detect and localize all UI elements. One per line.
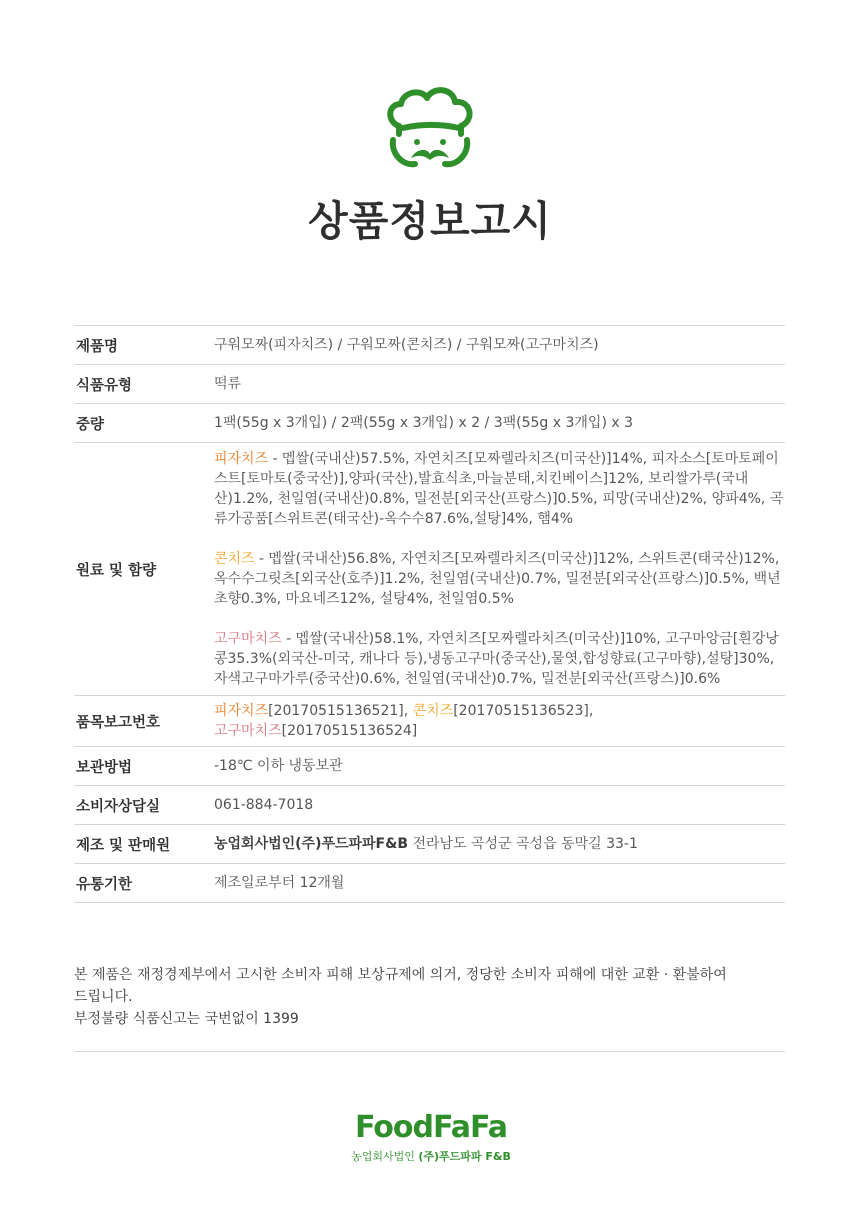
- report-pizza-name: 피자치즈: [214, 703, 269, 719]
- sweetpotato-cheese-text: - 멥쌀(국내산)58.1%, 자연치즈[모짜렐라치즈(미국산)]10%, 고구마앙금[흰강낭콩35.3%(외국산-미국, 캐나다 등),냉동고구마(중국산),물엿,합성향료(고구마향),설탕]30%, 자색고구마가루(중국산)0.6%, 천일염(국내산)0.7%, 밀전분[외국산(프랑스)]0.6%: [214, 631, 779, 687]
- value-ingredients: [214, 443, 785, 696]
- value-expiry: 제조일로부터 12개월: [214, 875, 345, 891]
- page-title: 상품정보고시: [308, 197, 552, 245]
- value-storage: -18℃ 이하 냉동보관: [214, 758, 343, 774]
- brand-logo: FoodFaFa: [355, 1110, 507, 1145]
- ingredients-pizza: [214, 449, 785, 529]
- row-report-number: [74, 696, 785, 747]
- row-food-type: [74, 365, 785, 404]
- report-corn-number: [20170515136523],: [453, 703, 594, 719]
- maker-address: 전라남도 곡성군 곡성읍 동막길 33-1: [408, 836, 638, 852]
- row-maker: [74, 825, 785, 864]
- consumer-notice: [74, 964, 785, 1030]
- divider: [74, 1051, 785, 1052]
- row-product-name: [74, 326, 785, 365]
- row-storage: [74, 747, 785, 786]
- row-expiry: [74, 864, 785, 903]
- notice-line-2: 드립니다.: [74, 989, 133, 1005]
- report-corn-name: 콘치즈: [412, 703, 454, 719]
- report-pizza-number: [20170515136521],: [268, 703, 409, 719]
- chef-hat-mustache-icon: [381, 84, 479, 170]
- report-sweetpotato-number: [20170515136524]: [281, 723, 418, 739]
- brand-subtitle: [349, 1148, 513, 1164]
- row-ingredients: [74, 443, 785, 696]
- label-ingredients: 원료 및 함량: [76, 562, 157, 579]
- notice-line-1: 본 제품은 재정경제부에서 고시한 소비자 피해 보상규제에 의거, 정당한 소비자 피해에 대한 교환 · 환불하여: [74, 967, 727, 983]
- maker-company: 농업회사법인(주)푸드파파F&B: [214, 836, 409, 852]
- sweetpotato-cheese-name: 고구마치즈: [214, 631, 282, 647]
- report-sweetpotato-name: 고구마치즈: [214, 723, 282, 739]
- label-consumer: 소비자상담실: [76, 798, 161, 815]
- brand-sub-prefix: 농업회사법인: [351, 1150, 415, 1163]
- ingredients-sweetpotato: [214, 629, 785, 689]
- notice-line-3: 부정불량 식품신고는 국번없이 1399: [74, 1011, 299, 1027]
- corn-cheese-text: - 멥쌀(국내산)56.8%, 자연치즈[모짜렐라치즈(미국산)]12%, 스위트콘(태국산)12%, 옥수수그릿츠[외국산(호주)]1.2%, 천일염(국내산)0.7%, 밀전분[외국산(프랑스)]0.5%, 백년초향0.3%, 마요네즈12%, 설탕4%, 천일염0.5%: [214, 551, 781, 607]
- brand-sub-company: (주)푸드파파 F&B: [418, 1150, 511, 1163]
- row-weight: [74, 404, 785, 443]
- label-food-type: 식품유형: [76, 377, 133, 394]
- value-food-type: 떡류: [214, 376, 242, 392]
- label-maker: 제조 및 판매원: [76, 837, 171, 854]
- pizza-cheese-text: - 멥쌀(국내산)57.5%, 자연치즈[모짜렐라치즈(미국산)]14%, 피자소스[토마토페이스트[토마토(중국산)],양파(국산),발효식초,마늘분태,치킨베이스]12%, 보리쌀가루(국내산)1.2%, 천일염(국내산)0.8%, 밀전분[외국산(프랑스)]0.5%, 피망(국내산)2%, 양파4%, 곡류가공품[스위트콘(태국산)-옥수수87.6%,설탕]4%, 햄4%: [214, 451, 784, 527]
- value-report-number: [214, 696, 785, 747]
- pizza-cheese-name: 피자치즈: [214, 451, 269, 467]
- ingredients-corn: [214, 549, 785, 609]
- label-report-number: 품목보고번호: [76, 714, 161, 731]
- label-storage: 보관방법: [76, 759, 133, 776]
- value-product-name: 구워모짜(피자치즈) / 구워모짜(콘치즈) / 구워모짜(고구마치즈): [214, 337, 599, 353]
- value-consumer: 061-884-7018: [214, 797, 314, 813]
- row-consumer: [74, 786, 785, 825]
- value-weight: 1팩(55g x 3개입) / 2팩(55g x 3개입) x 2 / 3팩(55g x 3개입) x 3: [214, 415, 634, 431]
- label-product-name: 제품명: [76, 338, 119, 355]
- product-info-table: [74, 325, 785, 903]
- value-maker: [214, 825, 785, 864]
- label-weight: 중량: [76, 416, 105, 433]
- corn-cheese-name: 콘치즈: [214, 551, 255, 567]
- label-expiry: 유통기한: [76, 876, 133, 893]
